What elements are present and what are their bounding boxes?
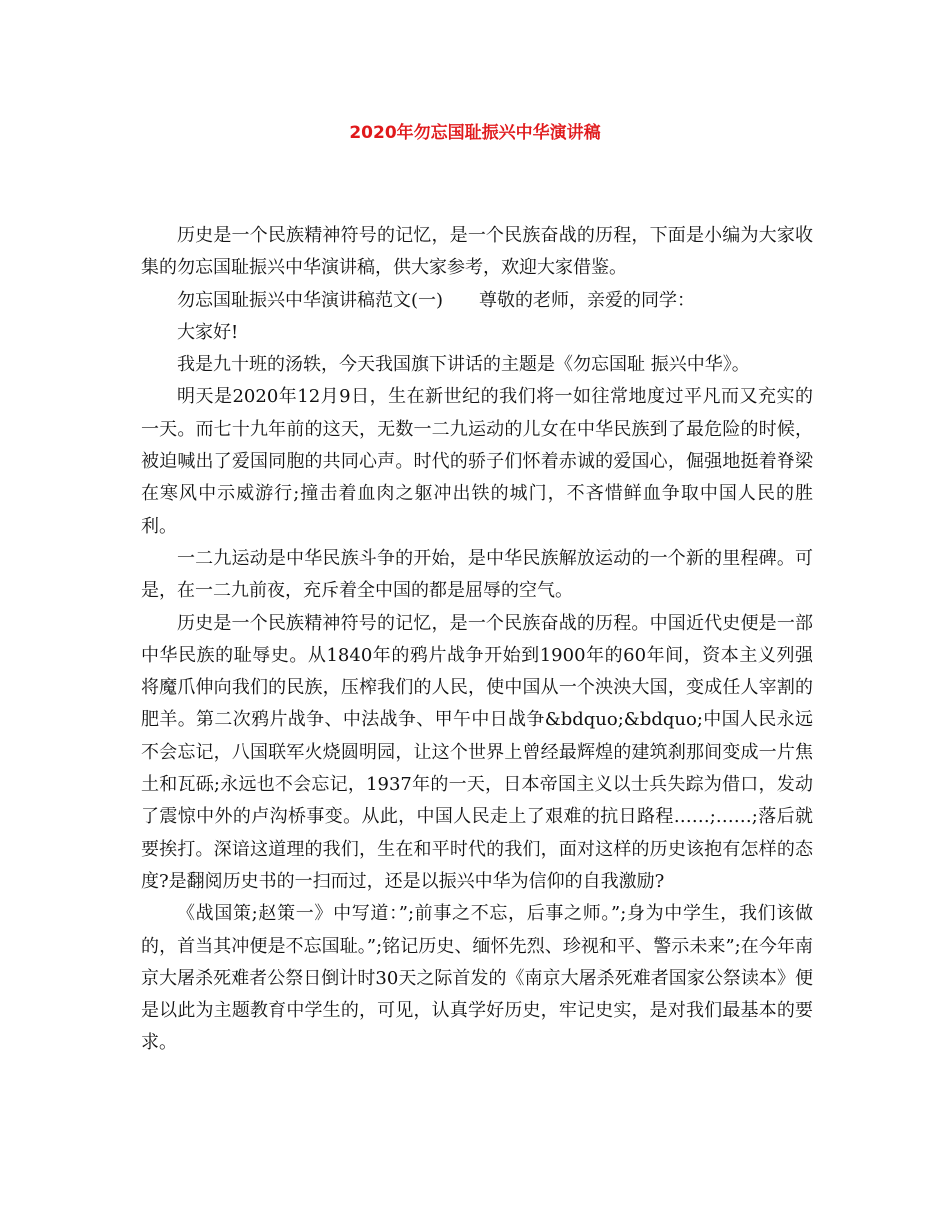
document-body	[141, 220, 813, 1060]
introduction-speaker-paragraph: 我是九十班的汤轶，今天我国旗下讲话的主题是《勿忘国耻 振兴中华》。	[177, 354, 750, 376]
section-heading-line	[141, 285, 813, 317]
history-paragraph: 历史是一个民族精神符号的记忆，是一个民族奋战的历程。中国近代史便是一部中华民族的耻辱史。从1840年的鸦片战争开始到1900年的60年间，资本主义列强将魔爪伸向我们的民族，压榨我们的人民，使中国从一个泱泱大国，变成任人宰割的肥羊。第二次鸦片战争、中法战争、甲午中日战争&bdquo;&bdquo;中国人民永远不会忘记，八国联军火烧圆明园，让这个世界上曾经最辉煌的建筑刹那间变成一片焦土和瓦砾;永远也不会忘记，1937年的一天，日本帝国主义以士兵失踪为借口，发动了震惊中外的卢沟桥事变。从此，中国人民走上了艰难的抗日路程……;……;落后就要挨打。深谙这道理的我们，生在和平时代的我们，面对这样的历史该抱有怎样的态度?是翻阅历史书的一扫而过，还是以振兴中华为信仰的自我激励?	[141, 612, 813, 892]
quote-paragraph: 《战国策;赵策一》中写道：”;前事之不忘，后事之师。”;身为中学生，我们该做的，首当其冲便是不忘国耻。”;铭记历史、缅怀先烈、珍视和平、警示未来”;在今年南京大屠杀死难者公祭日倒计时30天之际首发的《南京大屠杀死难者国家公祭读本》便是以此为主题教育中学生的，可见，认真学好历史，牢记史实，是对我们最基本的要求。	[141, 903, 813, 1054]
december-ninth-paragraph: 明天是2020年12月9日，生在新世纪的我们将一如往常地度过平凡而又充实的一天。而七十九年前的这天，无数一二九运动的儿女在中华民族到了最危险的时候，被迫喊出了爱国同胞的共同心声。时代的骄子们怀着赤诚的爱国心，倔强地挺着脊梁在寒风中示威游行;撞击着血肉之躯冲出铁的城门，不吝惜鲜血争取中国人民的胜利。	[141, 386, 813, 537]
intro-paragraph: 历史是一个民族精神符号的记忆，是一个民族奋战的历程，下面是小编为大家收集的勿忘国耻振兴中华演讲稿，供大家参考，欢迎大家借鉴。	[141, 225, 813, 279]
movement-paragraph: 一二九运动是中华民族斗争的开始，是中华民族解放运动的一个新的里程碑。可是，在一二九前夜，充斥着全中国的都是屈辱的空气。	[141, 547, 813, 602]
salutation: 尊敬的老师，亲爱的同学：	[479, 289, 696, 311]
greeting-paragraph: 大家好!	[177, 321, 239, 343]
section-heading: 勿忘国耻振兴中华演讲稿范文(一)	[177, 289, 444, 311]
document-title: 2020年勿忘国耻振兴中华演讲稿	[349, 123, 601, 143]
